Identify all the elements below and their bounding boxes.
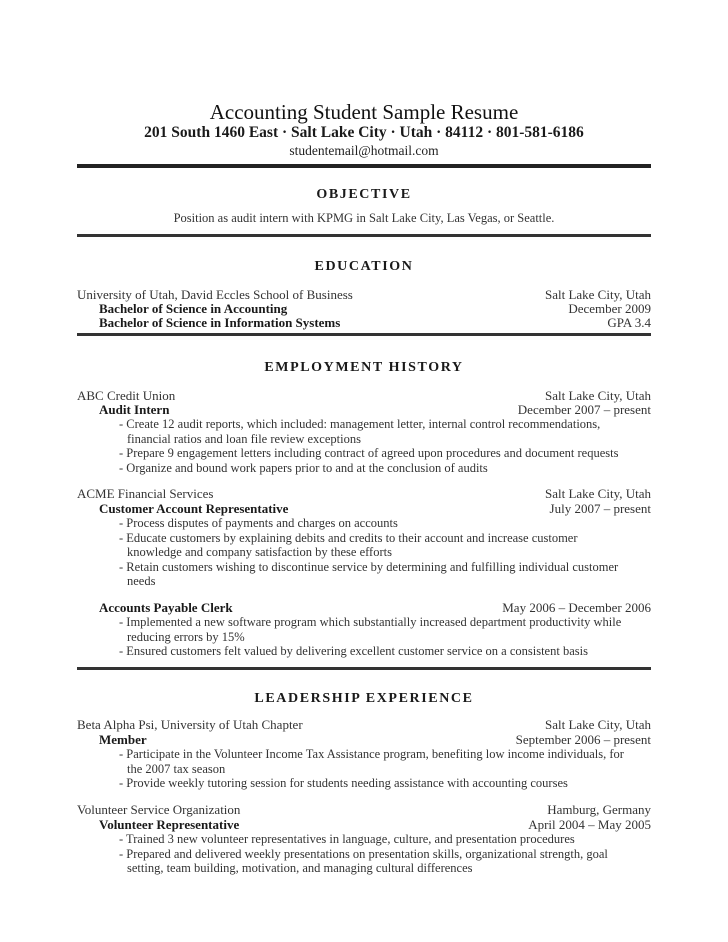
bullet-item: - Retain customers wishing to discontinue service by determining and fulfilling individual customer needs xyxy=(119,559,619,589)
leadership-dates: September 2006 – present xyxy=(515,732,651,747)
leadership-bullets xyxy=(119,832,631,876)
job-location: Salt Lake City, Utah xyxy=(544,486,651,501)
education-school-row xyxy=(77,287,651,302)
gpa: GPA 3.4 xyxy=(607,315,651,330)
job-bullets xyxy=(119,516,631,589)
leadership-organization: Beta Alpha Psi, University of Utah Chapter xyxy=(77,717,303,732)
contact-email: studentemail@hotmail.com xyxy=(289,143,439,158)
bullet-item: - Participate in the Volunteer Income Tax Assistance program, benefiting low income individuals, for the 2007 tax season xyxy=(119,747,624,776)
leadership-location: Hamburg, Germany xyxy=(547,802,651,817)
job-location: Salt Lake City, Utah xyxy=(544,388,651,403)
leadership-location: Salt Lake City, Utah xyxy=(544,717,651,732)
job-org-row xyxy=(77,388,651,403)
job-role-row xyxy=(77,402,651,417)
job-bullets xyxy=(119,417,631,475)
objective-divider xyxy=(77,234,651,237)
education-degree1-row xyxy=(77,301,651,316)
leadership-bullets xyxy=(119,747,631,791)
degree-information-systems: Bachelor of Science in Information Systems xyxy=(99,315,341,330)
leadership-role-row xyxy=(77,817,651,832)
job-organization: ABC Credit Union xyxy=(77,388,176,403)
leadership-dates: April 2004 – May 2005 xyxy=(528,817,651,832)
resume-title: Accounting Student Sample Resume xyxy=(209,100,519,124)
education-heading: EDUCATION xyxy=(314,259,414,274)
school-name: University of Utah, David Eccles School of Business xyxy=(77,287,353,302)
job-dates: May 2006 – December 2006 xyxy=(502,600,651,615)
bullet-item: - Trained 3 new volunteer representatives in language, culture, and presentation procedures xyxy=(119,832,575,846)
job-role-row xyxy=(77,600,651,615)
bullet-item: - Process disputes of payments and charges on accounts xyxy=(119,516,398,530)
job-bullets xyxy=(119,615,631,659)
school-location: Salt Lake City, Utah xyxy=(544,287,651,302)
bullet-item: - Organize and bound work papers prior to and at the conclusion of audits xyxy=(119,460,488,475)
leadership-org-row xyxy=(77,802,651,817)
job-title: Customer Account Representative xyxy=(99,501,289,516)
employment-heading: EMPLOYMENT HISTORY xyxy=(264,360,464,375)
leadership-heading: LEADERSHIP EXPERIENCE xyxy=(254,691,474,706)
bullet-item: - Educate customers by explaining debits and credits to their account and increase customer knowledge and company satisfaction by these efforts xyxy=(119,530,578,560)
bullet-item: - Provide weekly tutoring session for students needing assistance with accounting courses xyxy=(119,776,568,791)
objective-text: Position as audit intern with KPMG in Salt Lake City, Las Vegas, or Seattle. xyxy=(173,211,555,225)
degree-accounting: Bachelor of Science in Accounting xyxy=(99,301,288,316)
bullet-item: - Implemented a new software program which substantially increased department productivity while reducing errors by 15% xyxy=(119,615,622,644)
employment-divider xyxy=(77,667,651,670)
education-divider xyxy=(77,333,651,336)
job-role-row xyxy=(77,501,651,516)
objective-heading: OBJECTIVE xyxy=(316,187,412,202)
header-divider xyxy=(77,164,651,168)
bullet-item: - Ensured customers felt valued by delivering excellent customer service on a consistent basis xyxy=(119,644,588,659)
leadership-organization: Volunteer Service Organization xyxy=(77,802,241,817)
leadership-title: Member xyxy=(99,732,147,747)
education-degree2-row xyxy=(77,315,651,330)
contact-address: 201 South 1460 East · Salt Lake City · Utah · 84112 · 801-581-6186 xyxy=(144,124,584,141)
job-title: Audit Intern xyxy=(99,402,170,417)
job-title: Accounts Payable Clerk xyxy=(99,600,233,615)
bullet-item: - Prepared and delivered weekly presentations on presentation skills, organizational strength, goal setting, team building, motivation, and managing cultural differences xyxy=(119,846,608,876)
graduation-date: December 2009 xyxy=(568,301,651,316)
job-dates: December 2007 – present xyxy=(517,402,651,417)
job-org-row xyxy=(77,486,651,501)
leadership-org-row xyxy=(77,717,651,732)
job-organization: ACME Financial Services xyxy=(77,486,214,501)
leadership-role-row xyxy=(77,732,651,747)
leadership-title: Volunteer Representative xyxy=(99,817,240,832)
bullet-item: - Prepare 9 engagement letters including contract of agreed upon procedures and document requests xyxy=(119,446,619,461)
job-dates: July 2007 – present xyxy=(549,501,651,516)
bullet-item: - Create 12 audit reports, which included: management letter, internal control recommendations, financial ratios and loan file review exceptions xyxy=(119,417,601,446)
